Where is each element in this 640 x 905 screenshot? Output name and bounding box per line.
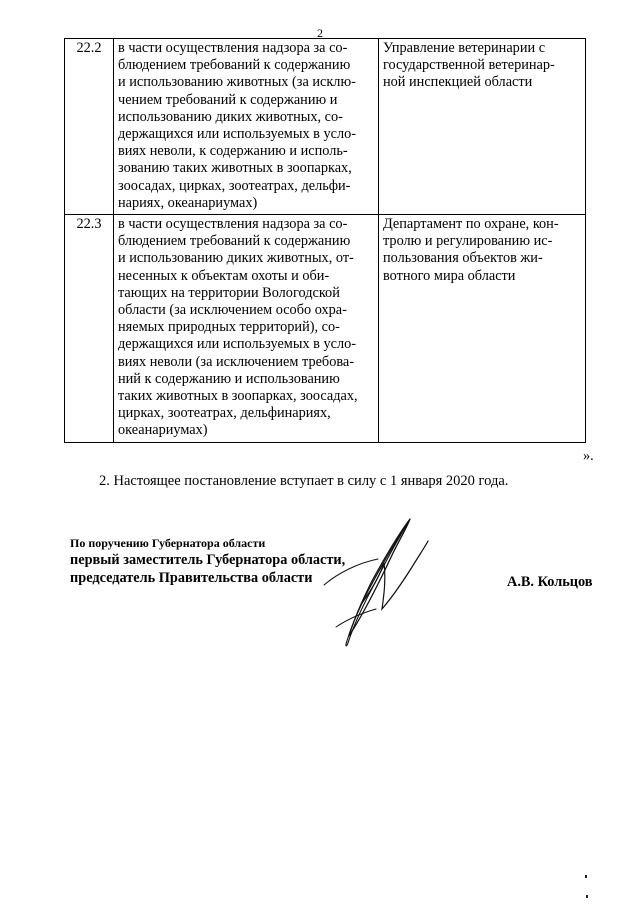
organization-line: ной инспекцией области [383, 74, 533, 91]
description-line: в части осуществления надзора за со- [118, 216, 348, 233]
row-organization [379, 215, 586, 443]
description-line: тающих на территории Вологодской [118, 284, 340, 301]
organization-line: вотного мира области [383, 267, 516, 284]
row-number: 22.2 [65, 39, 114, 215]
description-line: и использованию диких животных, от- [118, 250, 354, 267]
row-description [114, 215, 379, 443]
row-organization [379, 39, 586, 215]
description-line: няемых природных территорий), со- [118, 319, 340, 336]
signature-block [70, 536, 345, 587]
description-line: таких животных в зоопарках, зоосадах, [118, 388, 358, 405]
description-line: чением требований к содержанию и [118, 91, 338, 108]
row-number: 22.3 [65, 215, 114, 443]
description-line: держащихся или используемых в усло- [118, 126, 357, 143]
signatory-position: первый заместитель Губернатора области, [70, 552, 346, 568]
description-line: цирках, зоотеатрах, дельфинариях, [118, 405, 331, 422]
signatory-name: А.В. Кольцов [507, 574, 593, 590]
organization-line: государственной ветеринар- [383, 57, 555, 74]
description-line: области (за исключением особо охра- [118, 302, 347, 319]
description-line: зованию таких животных в зоопарках, [118, 160, 352, 177]
organization-line: тролю и регулированию ис- [383, 233, 553, 250]
row-description [114, 39, 379, 215]
description-line: и использованию животных (за исклю- [118, 74, 356, 91]
scan-speck [585, 875, 587, 878]
scan-speck [586, 895, 588, 898]
page-number: 2 [317, 26, 323, 40]
table-row [65, 39, 586, 215]
description-line: блюдением требований к содержанию [118, 233, 351, 250]
description-line: в части осуществления надзора за со- [118, 40, 348, 56]
closing-quote: ». [583, 448, 594, 464]
description-line: виях неволи (за исключением требова- [118, 353, 355, 370]
description-line: держащихся или используемых в усло- [118, 336, 357, 353]
responsibility-table [64, 38, 586, 443]
decree-paragraph: 2. Настоящее постановление вступает в силу с 1 января 2020 года. [99, 473, 509, 489]
description-line: несенных к объектам охоты и оби- [118, 267, 330, 284]
organization-line: Управление ветеринарии с [383, 40, 546, 56]
table-row [65, 215, 586, 443]
description-line: зоосадах, цирках, зоотеатрах, дельфи- [118, 177, 351, 194]
description-line: виях неволи, к содержанию и исполь- [118, 143, 348, 160]
description-line: нариях, океанариумах) [118, 194, 258, 211]
signatory-title: председатель Правительства области [70, 570, 313, 586]
organization-line: пользования объектов жи- [383, 250, 543, 267]
description-line: блюдением требований к содержанию [118, 57, 351, 74]
description-line: использованию диких животных, со- [118, 108, 343, 125]
handwritten-signature [318, 515, 438, 650]
description-line: океанариумах) [118, 422, 208, 439]
organization-line: Департамент по охране, кон- [383, 216, 559, 233]
description-line: ний к содержанию и использованию [118, 370, 340, 387]
signatory-authority: По поручению Губернатора области [70, 536, 266, 550]
